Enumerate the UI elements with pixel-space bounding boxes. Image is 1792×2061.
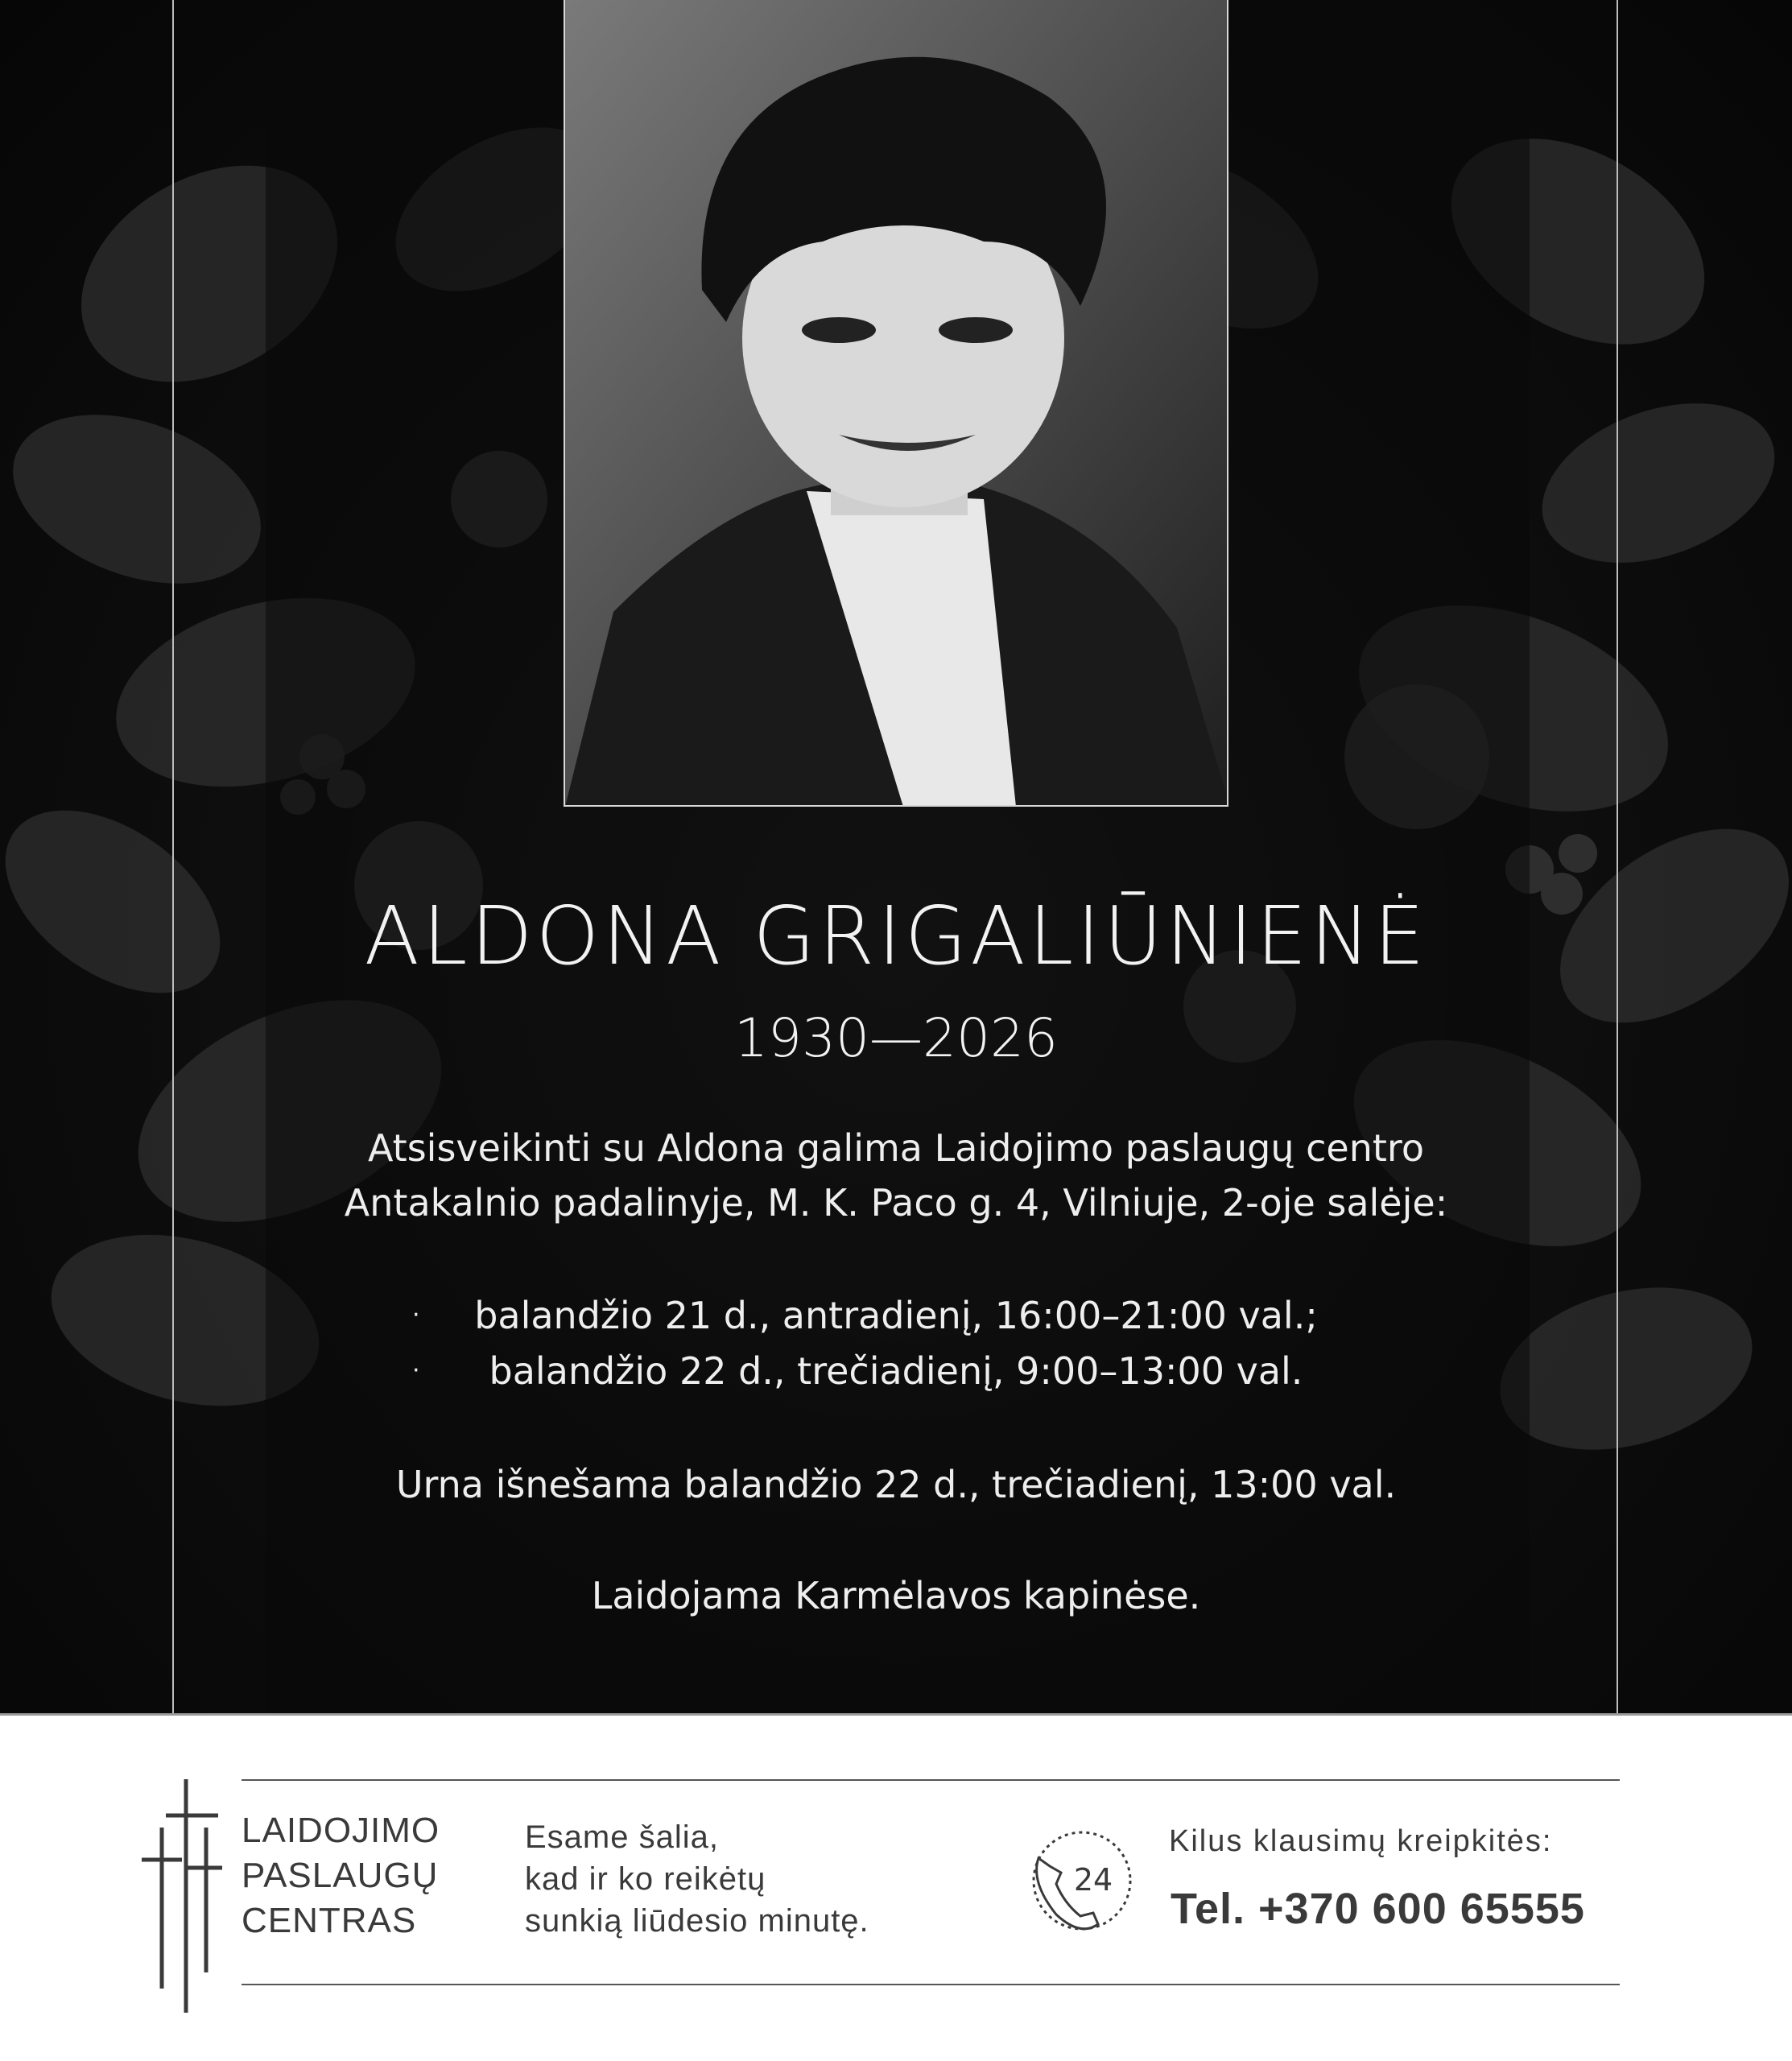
bullet: · bbox=[412, 1301, 420, 1329]
slogan-line: sunkią liūdesio minutę. bbox=[525, 1903, 869, 1939]
bullet: · bbox=[412, 1357, 420, 1385]
portrait-photo bbox=[564, 0, 1228, 807]
phone-24h-icon bbox=[1024, 1826, 1137, 1939]
visitation-text: balandžio 21 d., antradienį, 16:00–21:00 val.; bbox=[474, 1294, 1318, 1337]
logo-text-line: LAIDOJIMO bbox=[242, 1811, 440, 1850]
burial-place-text: Laidojama Karmėlavos kapinėse. bbox=[591, 1574, 1201, 1617]
contact-title: Kilus klausimų kreipkitės: bbox=[1169, 1824, 1553, 1858]
visitation-text: balandžio 22 d., trečiadienį, 9:00–13:00 val. bbox=[489, 1349, 1303, 1393]
logo-text-line: PASLAUGŲ bbox=[242, 1856, 439, 1895]
footer-rule-top bbox=[242, 1779, 1620, 1781]
crosses-logo-icon bbox=[142, 1779, 222, 2013]
life-years: 1930—2026 bbox=[734, 1007, 1058, 1069]
deceased-name: ALDONA GRIGALIŪNIENĖ bbox=[364, 889, 1428, 983]
hours-badge: 24 bbox=[1073, 1862, 1113, 1898]
footer bbox=[0, 1713, 1792, 2061]
slogan-line: Esame šalia, bbox=[525, 1819, 719, 1855]
frame-line-left bbox=[172, 0, 174, 1713]
contact-phone[interactable]: Tel. +370 600 65555 bbox=[1171, 1885, 1585, 1933]
farewell-intro-line: Atsisveikinti su Aldona galima Laidojimo paslaugų centro bbox=[368, 1126, 1424, 1170]
slogan-line: kad ir ko reikėtų bbox=[525, 1861, 766, 1897]
farewell-intro-line: Antakalnio padalinyje, M. K. Paco g. 4, Vilniuje, 2-oje salėje: bbox=[344, 1181, 1448, 1225]
slogan bbox=[525, 1816, 869, 1942]
company-logo-text bbox=[242, 1808, 440, 1943]
urn-departure-text: Urna išnešama balandžio 22 d., trečiadienį, 13:00 val. bbox=[395, 1463, 1397, 1506]
footer-rule-bottom bbox=[242, 1984, 1620, 1985]
footer-divider bbox=[0, 1713, 1792, 1716]
logo-text-line: CENTRAS bbox=[242, 1901, 417, 1940]
frame-line-right bbox=[1617, 0, 1618, 1713]
farewell-intro bbox=[0, 1121, 1792, 1230]
